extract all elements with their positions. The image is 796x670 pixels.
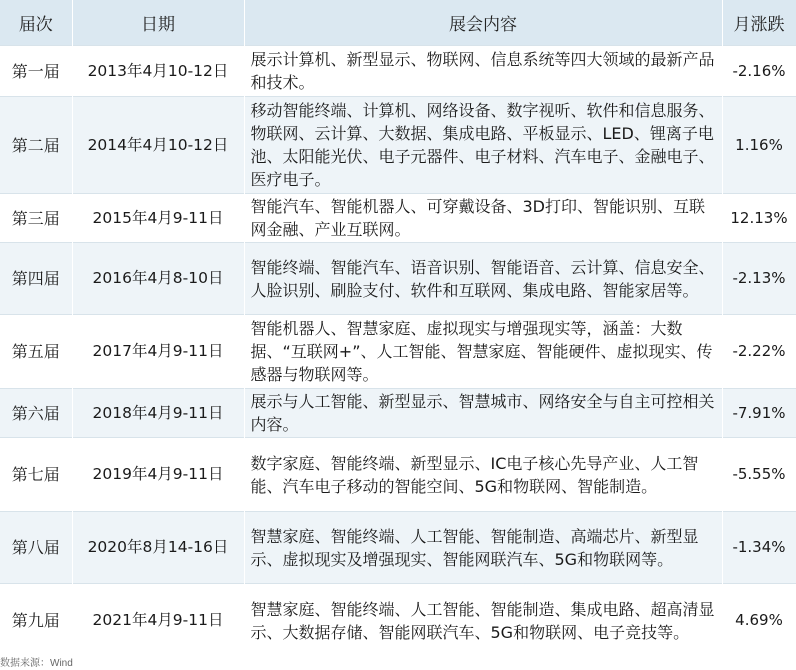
content-cell: 智能汽车、智能机器人、可穿戴设备、3D打印、智能识别、互联网金融、产业互联网。 xyxy=(244,194,722,243)
change-cell: -2.13% xyxy=(722,243,796,315)
change-cell: -1.34% xyxy=(722,512,796,584)
content-cell: 展示计算机、新型显示、物联网、信息系统等四大领域的最新产品和技术。 xyxy=(244,46,722,97)
table-row xyxy=(0,438,796,512)
session-cell: 第六届 xyxy=(0,389,72,438)
change-cell: 1.16% xyxy=(722,97,796,194)
content-cell: 智能机器人、智慧家庭、虚拟现实与增强现实等，涵盖：大数据、“互联网+”、人工智能、智慧家庭、智能硬件、虚拟现实、传感器与物联网等。 xyxy=(244,315,722,389)
content-cell: 智慧家庭、智能终端、人工智能、智能制造、集成电路、超高清显示、大数据存储、智能网联汽车、5G和物联网、电子竞技等。 xyxy=(244,584,722,658)
date-cell: 2021年4月9-11日 xyxy=(72,584,244,658)
change-cell: 4.69% xyxy=(722,584,796,658)
session-cell: 第八届 xyxy=(0,512,72,584)
table-row xyxy=(0,243,796,315)
session-cell: 第四届 xyxy=(0,243,72,315)
date-cell: 2018年4月9-11日 xyxy=(72,389,244,438)
table-row xyxy=(0,389,796,438)
change-cell: -7.91% xyxy=(722,389,796,438)
table-row xyxy=(0,97,796,194)
date-cell: 2016年4月8-10日 xyxy=(72,243,244,315)
header-session: 届次 xyxy=(0,0,72,46)
session-cell: 第一届 xyxy=(0,46,72,97)
content-cell: 数字家庭、智能终端、新型显示、IC电子核心先导产业、人工智能、汽车电子移动的智能空间、5G和物联网、智能制造。 xyxy=(244,438,722,512)
content-cell: 智慧家庭、智能终端、人工智能、智能制造、高端芯片、新型显示、虚拟现实及增强现实、智能网联汽车、5G和物联网等。 xyxy=(244,512,722,584)
date-cell: 2019年4月9-11日 xyxy=(72,438,244,512)
change-cell: 12.13% xyxy=(722,194,796,243)
change-cell: -2.22% xyxy=(722,315,796,389)
table-row xyxy=(0,46,796,97)
table-row xyxy=(0,512,796,584)
date-cell: 2014年4月10-12日 xyxy=(72,97,244,194)
session-cell: 第七届 xyxy=(0,438,72,512)
content-cell: 智能终端、智能汽车、语音识别、智能语音、云计算、信息安全、人脸识别、刷脸支付、软件和互联网、集成电路、智能家居等。 xyxy=(244,243,722,315)
table-row xyxy=(0,315,796,389)
table-row xyxy=(0,584,796,658)
content-cell: 移动智能终端、计算机、网络设备、数字视听、软件和信息服务、物联网、云计算、大数据、集成电路、平板显示、LED、锂离子电池、太阳能光伏、电子元器件、电子材料、汽车电子、金融电子、医疗电子。 xyxy=(244,97,722,194)
content-cell: 展示与人工智能、新型显示、智慧城市、网络安全与自主可控相关内容。 xyxy=(244,389,722,438)
date-cell: 2017年4月9-11日 xyxy=(72,315,244,389)
session-cell: 第二届 xyxy=(0,97,72,194)
data-source-note: 数据来源：Wind xyxy=(0,658,73,669)
change-cell: -2.16% xyxy=(722,46,796,97)
date-cell: 2015年4月9-11日 xyxy=(72,194,244,243)
session-cell: 第九届 xyxy=(0,584,72,658)
header-date: 日期 xyxy=(72,0,244,46)
table-row xyxy=(0,194,796,243)
change-cell: -5.55% xyxy=(722,438,796,512)
session-cell: 第三届 xyxy=(0,194,72,243)
table-header-row xyxy=(0,0,796,46)
header-content: 展会内容 xyxy=(244,0,722,46)
date-cell: 2020年8月14-16日 xyxy=(72,512,244,584)
header-monthly-change: 月涨跌 xyxy=(722,0,796,46)
session-cell: 第五届 xyxy=(0,315,72,389)
date-cell: 2013年4月10-12日 xyxy=(72,46,244,97)
